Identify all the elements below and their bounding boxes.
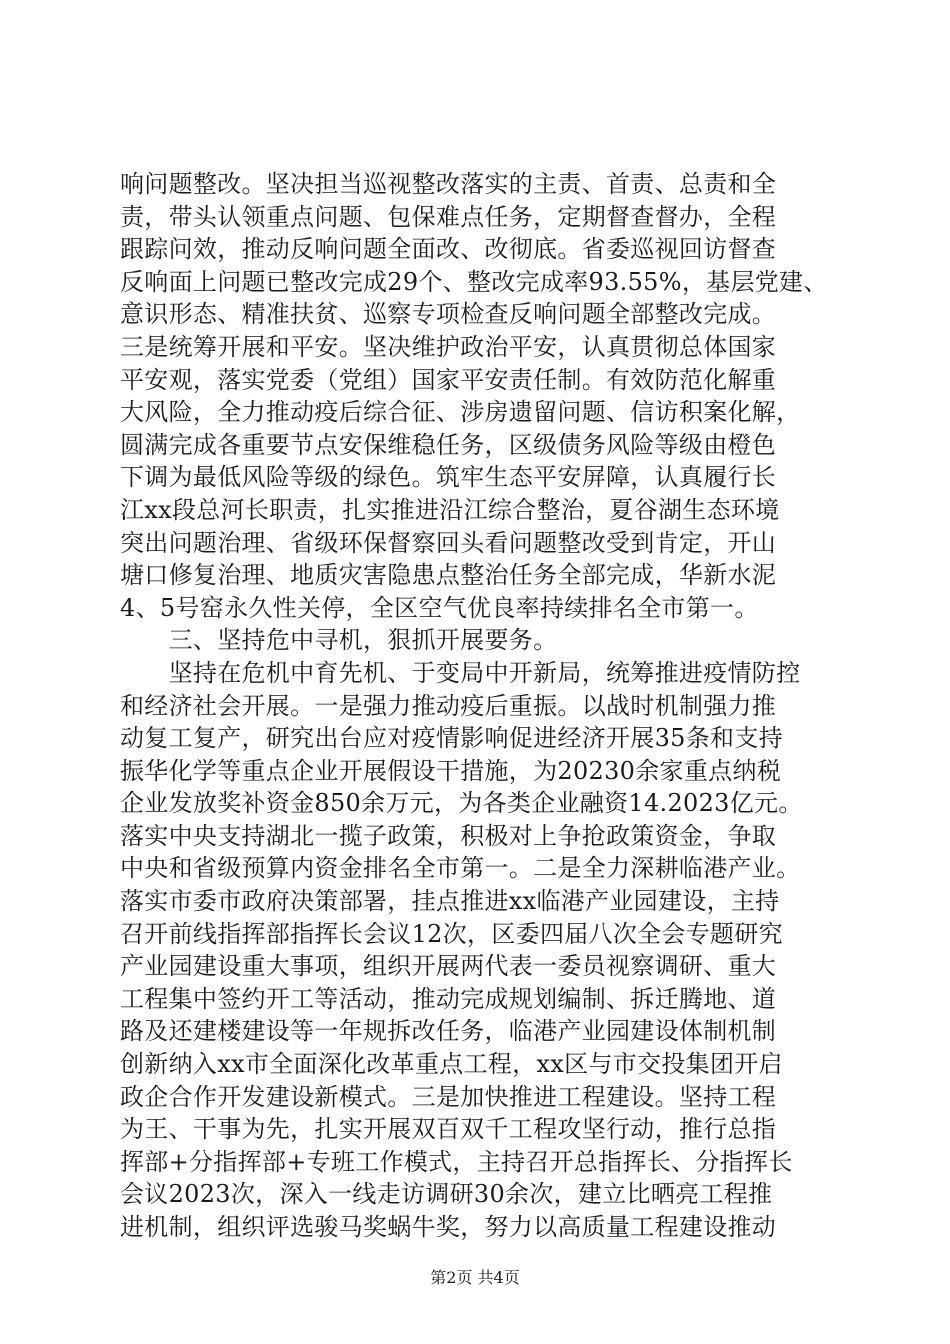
text-line: 塘口修复治理、地质灾害隐患点整治任务全部完成，华新水泥 — [120, 561, 777, 590]
page-number-label: 第2页 共4页 — [430, 1268, 520, 1287]
text-line: 为王、干事为先，扎实开展双百双千工程攻坚行动，推行总指 — [120, 1115, 777, 1144]
text-line: 召开前线指挥部指挥长会议12次，区委四届八次全会专题研究 — [120, 919, 783, 948]
text-line: 企业发放奖补资金850余万元，为各类企业融资14.2023亿元。 — [120, 789, 803, 818]
text-line: 和经济社会开展。一是强力推动疫后重振。以战时机制强力推 — [120, 691, 777, 720]
text-line: 下调为最低风险等级的绿色。筑牢生态平安屏障，认真履行长 — [120, 463, 777, 492]
text-line: 4、5号窑永久性关停，全区空气优良率持续排名全市第一。 — [120, 593, 759, 622]
text-line: 跟踪问效，推动反响问题全面改、改彻底。省委巡视回访督查 — [120, 235, 777, 264]
text-line: 创新纳入xx市全面深化改革重点工程，xx区与市交投集团开启 — [120, 1050, 783, 1079]
text-line: 落实市委市政府决策部署，挂点推进xx临港产业园建设，主持 — [120, 887, 780, 916]
text-line: 响问题整改。坚决担当巡视整改落实的主责、首责、总责和全 — [120, 170, 777, 198]
text-line: 大风险，全力推动疫后综合征、涉房遗留问题、信访积案化解， — [120, 398, 801, 427]
text-line: 三是统筹开展和平安。坚决维护政治平安，认真贯彻总体国家 — [120, 332, 777, 361]
text-line: 反响面上问题已整改完成29个、整改完成率93.55%，基层党建、 — [120, 267, 828, 296]
text-line: 进机制，组织评选骏马奖蜗牛奖，努力以高质量工程建设推动 — [120, 1213, 777, 1241]
text-line: 责，带头认领重点问题、包保难点任务，定期督查督办，全程 — [120, 202, 777, 231]
page-footer — [0, 1268, 950, 1288]
section-heading: 三、坚持危中寻机，狠抓开展要务。 — [120, 626, 558, 655]
body-text — [120, 168, 840, 1244]
text-line: 政企合作开发建设新模式。三是加快推进工程建设。坚持工程 — [120, 1082, 777, 1111]
text-line: 平安观，落实党委（党组）国家平安责任制。有效防范化解重 — [120, 365, 777, 394]
text-line: 坚持在危机中育先机、于变局中开新局，统筹推进疫情防控 — [120, 658, 801, 687]
text-line: 意识形态、精准扶贫、巡察专项检查反响问题全部整改完成。 — [120, 300, 777, 329]
text-line: 动复工复产，研究出台应对疫情影响促进经济开展35条和支持 — [120, 724, 783, 753]
text-line: 会议2023次，深入一线走访调研30余次，建立比晒亮工程推 — [120, 1180, 773, 1209]
text-line: 落实中央支持湖北一揽子政策，积极对上争抢政策资金，争取 — [120, 821, 777, 850]
text-line: 振华化学等重点企业开展假设干措施，为20230余家重点纳税 — [120, 756, 782, 785]
text-line: 工程集中签约开工等活动，推动完成规划编制、拆迁腾地、道 — [120, 984, 777, 1013]
text-line: 路及还建楼建设等一年规拆改任务，临港产业园建设体制机制 — [120, 1017, 777, 1046]
text-line: 突出问题治理、省级环保督察回头看问题整改受到肯定，开山 — [120, 528, 777, 557]
text-line: 中央和省级预算内资金排名全市第一。二是全力深耕临港产业。 — [120, 854, 801, 883]
text-line: 江xx段总河长职责，扎实推进沿江综合整治，夏谷湖生态环境 — [120, 495, 780, 524]
text-line: 挥部+分指挥部+专班工作模式，主持召开总指挥长、分指挥长 — [120, 1147, 793, 1176]
text-line: 产业园建设重大事项，组织开展两代表一委员视察调研、重大 — [120, 952, 777, 981]
text-line: 圆满完成各重要节点安保维稳任务，区级债务风险等级由橙色 — [120, 430, 777, 459]
